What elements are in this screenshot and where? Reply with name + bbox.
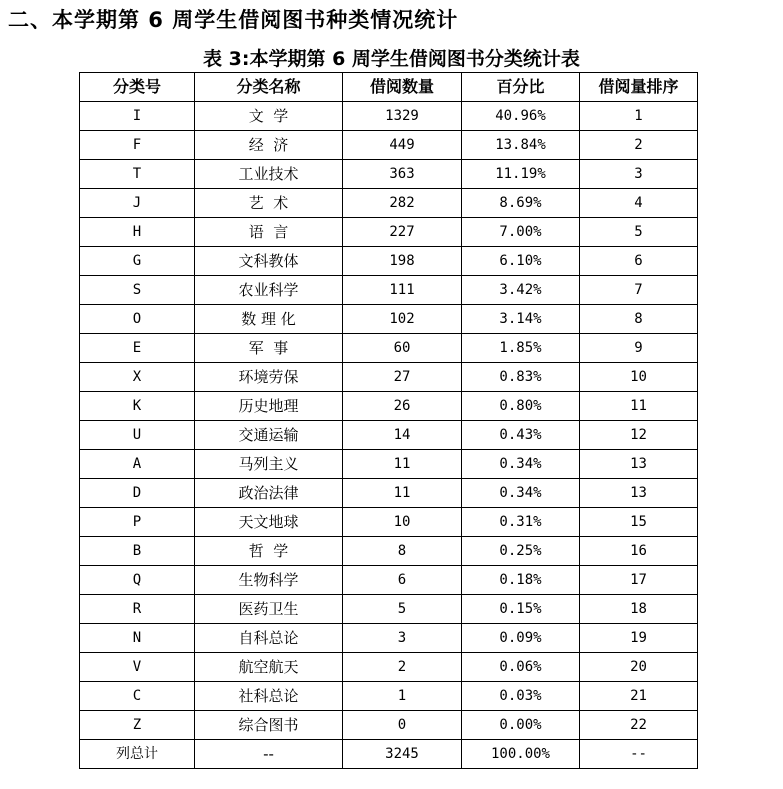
cell-rank: 16 [580, 537, 698, 566]
section-heading: 二、本学期第 6 周学生借阅图书种类情况统计 [8, 8, 459, 32]
header-borrow-count: 借阅数量 [343, 73, 462, 102]
cell-rank: 10 [580, 363, 698, 392]
cell-percentage: 0.25% [462, 537, 580, 566]
cell-borrow-count: 27 [343, 363, 462, 392]
cell-percentage: 0.34% [462, 450, 580, 479]
cell-class-code: Z [80, 711, 195, 740]
cell-percentage: 11.19% [462, 160, 580, 189]
cell-class-code: F [80, 131, 195, 160]
table-row [80, 131, 698, 160]
cell-class-code: T [80, 160, 195, 189]
cell-percentage: 6.10% [462, 247, 580, 276]
table-row [80, 711, 698, 740]
cell-percentage: 0.00% [462, 711, 580, 740]
cell-borrow-count: 2 [343, 653, 462, 682]
cell-class-name: 历史地理 [195, 392, 343, 421]
cell-percentage: 0.83% [462, 363, 580, 392]
cell-rank: 13 [580, 450, 698, 479]
cell-borrow-count: 3245 [343, 740, 462, 769]
table-row [80, 624, 698, 653]
cell-class-code: V [80, 653, 195, 682]
cell-borrow-count: 102 [343, 305, 462, 334]
cell-class-name: 文 学 [195, 102, 343, 131]
cell-class-code: N [80, 624, 195, 653]
cell-borrow-count: 1 [343, 682, 462, 711]
table-row [80, 189, 698, 218]
cell-percentage: 0.18% [462, 566, 580, 595]
table-row [80, 305, 698, 334]
table-row [80, 218, 698, 247]
header-class-code: 分类号 [80, 73, 195, 102]
cell-class-name: 医药卫生 [195, 595, 343, 624]
cell-borrow-count: 227 [343, 218, 462, 247]
cell-class-code: G [80, 247, 195, 276]
cell-class-code: O [80, 305, 195, 334]
cell-class-name: 航空航天 [195, 653, 343, 682]
cell-rank: 2 [580, 131, 698, 160]
cell-rank: 21 [580, 682, 698, 711]
table-row [80, 334, 698, 363]
cell-percentage: 0.34% [462, 479, 580, 508]
cell-class-code: I [80, 102, 195, 131]
cell-class-name: 自科总论 [195, 624, 343, 653]
cell-class-name: 艺 术 [195, 189, 343, 218]
cell-rank: 7 [580, 276, 698, 305]
cell-class-code: J [80, 189, 195, 218]
cell-class-name: 生物科学 [195, 566, 343, 595]
cell-class-name: 文科教体 [195, 247, 343, 276]
borrow-stats-table [79, 72, 698, 769]
table-row [80, 595, 698, 624]
table-row [80, 102, 698, 131]
cell-rank: 22 [580, 711, 698, 740]
cell-class-name: 交通运输 [195, 421, 343, 450]
cell-class-code: U [80, 421, 195, 450]
cell-rank: 11 [580, 392, 698, 421]
table-row [80, 566, 698, 595]
table-row [80, 363, 698, 392]
cell-borrow-count: 198 [343, 247, 462, 276]
cell-class-name: 环境劳保 [195, 363, 343, 392]
cell-borrow-count: 10 [343, 508, 462, 537]
cell-percentage: 1.85% [462, 334, 580, 363]
cell-class-name: 天文地球 [195, 508, 343, 537]
cell-percentage: 0.80% [462, 392, 580, 421]
table-row [80, 421, 698, 450]
cell-class-name: 军 事 [195, 334, 343, 363]
cell-borrow-count: 11 [343, 479, 462, 508]
cell-borrow-count: 60 [343, 334, 462, 363]
cell-percentage: 7.00% [462, 218, 580, 247]
cell-borrow-count: 8 [343, 537, 462, 566]
cell-rank: 1 [580, 102, 698, 131]
cell-class-code: P [80, 508, 195, 537]
cell-percentage: 0.31% [462, 508, 580, 537]
cell-rank: 15 [580, 508, 698, 537]
cell-percentage: 3.42% [462, 276, 580, 305]
cell-class-name: 马列主义 [195, 450, 343, 479]
cell-borrow-count: 11 [343, 450, 462, 479]
cell-borrow-count: 111 [343, 276, 462, 305]
cell-percentage: 8.69% [462, 189, 580, 218]
cell-class-name: 语 言 [195, 218, 343, 247]
cell-percentage: 0.03% [462, 682, 580, 711]
header-percentage: 百分比 [462, 73, 580, 102]
cell-percentage: 0.06% [462, 653, 580, 682]
cell-class-name: 政治法律 [195, 479, 343, 508]
cell-borrow-count: 0 [343, 711, 462, 740]
cell-percentage: 0.15% [462, 595, 580, 624]
cell-borrow-count: 14 [343, 421, 462, 450]
cell-borrow-count: 1329 [343, 102, 462, 131]
cell-borrow-count: 3 [343, 624, 462, 653]
cell-class-name: 社科总论 [195, 682, 343, 711]
cell-percentage: 0.09% [462, 624, 580, 653]
table-total-row [80, 740, 698, 769]
cell-rank: 4 [580, 189, 698, 218]
cell-class-name: 综合图书 [195, 711, 343, 740]
table-row [80, 392, 698, 421]
cell-rank: 5 [580, 218, 698, 247]
cell-class-name: 数 理 化 [195, 305, 343, 334]
table-row [80, 160, 698, 189]
cell-class-code: A [80, 450, 195, 479]
cell-class-name: 经 济 [195, 131, 343, 160]
cell-class-code: Q [80, 566, 195, 595]
cell-class-code: D [80, 479, 195, 508]
cell-class-code: X [80, 363, 195, 392]
cell-percentage: 3.14% [462, 305, 580, 334]
cell-percentage: 40.96% [462, 102, 580, 131]
table-caption: 表 3:本学期第 6 周学生借阅图书分类统计表 [203, 48, 580, 70]
cell-borrow-count: 282 [343, 189, 462, 218]
table-row [80, 653, 698, 682]
cell-class-code: K [80, 392, 195, 421]
table-row [80, 450, 698, 479]
cell-rank: 8 [580, 305, 698, 334]
cell-rank: 17 [580, 566, 698, 595]
cell-borrow-count: 449 [343, 131, 462, 160]
table-row [80, 247, 698, 276]
cell-percentage: 100.00% [462, 740, 580, 769]
cell-class-code: R [80, 595, 195, 624]
cell-borrow-count: 363 [343, 160, 462, 189]
table-row [80, 276, 698, 305]
table-row [80, 479, 698, 508]
cell-rank: 20 [580, 653, 698, 682]
cell-rank: 9 [580, 334, 698, 363]
cell-rank: 13 [580, 479, 698, 508]
cell-class-code: 列总计 [80, 740, 195, 769]
cell-rank: 6 [580, 247, 698, 276]
header-class-name: 分类名称 [195, 73, 343, 102]
cell-rank: 18 [580, 595, 698, 624]
cell-class-code: S [80, 276, 195, 305]
cell-borrow-count: 26 [343, 392, 462, 421]
cell-class-name: -- [195, 740, 343, 769]
header-rank: 借阅量排序 [580, 73, 698, 102]
cell-class-code: B [80, 537, 195, 566]
cell-percentage: 13.84% [462, 131, 580, 160]
cell-class-name: 农业科学 [195, 276, 343, 305]
table-row [80, 537, 698, 566]
cell-borrow-count: 5 [343, 595, 462, 624]
cell-rank: 3 [580, 160, 698, 189]
table-header-row [80, 73, 698, 102]
cell-borrow-count: 6 [343, 566, 462, 595]
cell-rank: 19 [580, 624, 698, 653]
cell-class-code: H [80, 218, 195, 247]
cell-class-code: C [80, 682, 195, 711]
cell-class-name: 哲 学 [195, 537, 343, 566]
cell-rank: -- [580, 740, 698, 769]
cell-class-code: E [80, 334, 195, 363]
cell-class-name: 工业技术 [195, 160, 343, 189]
cell-rank: 12 [580, 421, 698, 450]
table-row [80, 682, 698, 711]
cell-percentage: 0.43% [462, 421, 580, 450]
table-row [80, 508, 698, 537]
